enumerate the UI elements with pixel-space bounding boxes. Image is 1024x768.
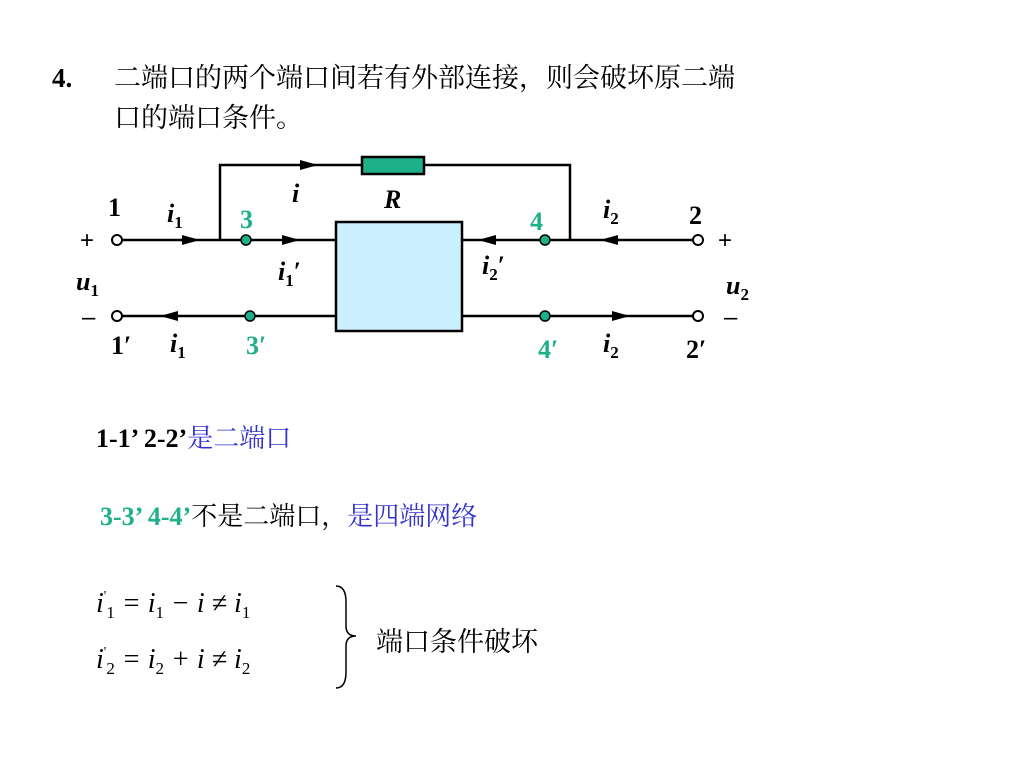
arrow-i1-bot <box>160 311 178 321</box>
statement-four-terminal <box>100 496 477 533</box>
terminal-2 <box>693 235 703 245</box>
label-minus-left: – <box>82 304 96 331</box>
label-port-1: 1 <box>108 193 121 222</box>
arrow-i2-top <box>600 235 618 245</box>
node-4 <box>540 235 550 245</box>
ports-1-2: 1-1’ 2-2’ <box>96 424 188 453</box>
four-terminal-text: 是四端网络 <box>347 502 478 532</box>
brace <box>330 582 360 692</box>
label-i-bridge: i <box>292 179 300 208</box>
heading-line2: 口的端口条件。 <box>114 103 303 134</box>
heading-line1: 二端口的两个端口间若有外部连接，则会破坏原二端 <box>114 63 735 94</box>
label-node-4: 4 <box>530 207 543 236</box>
label-i1-bot: $i_1$ <box>170 329 186 362</box>
not-two-port-text: 不是二端口， <box>191 502 348 532</box>
terminal-2p <box>693 311 703 321</box>
label-i2-prime: $i_2'$ <box>482 251 506 284</box>
label-i2-top: $i_2$ <box>603 195 619 228</box>
equation-2: $i'_2 = i_2 + i \ne i_2$ <box>96 644 251 678</box>
node-3p <box>245 311 255 321</box>
label-node-3: 3 <box>240 205 253 234</box>
equation-1: $i'_1 = i_1 - i \ne i_1$ <box>96 588 251 622</box>
label-node-4p: 4′ <box>538 335 559 364</box>
label-plus-left: + <box>80 227 95 254</box>
resistor-R <box>362 157 424 174</box>
arrow-i-bridge <box>300 160 318 170</box>
node-4p <box>540 311 550 321</box>
terminal-1p <box>112 311 122 321</box>
arrow-i1-top <box>182 235 200 245</box>
label-port-2: 2 <box>689 201 702 230</box>
label-i1-prime: $i_1'$ <box>278 257 302 290</box>
ports-3-4: 3-3’ 4-4’ <box>100 502 192 531</box>
statement-two-port <box>96 418 291 455</box>
arrow-i2-bot <box>612 311 630 321</box>
label-port-1p: 1′ <box>111 331 132 360</box>
is-two-port-text: 是二端口 <box>187 424 292 454</box>
two-port-box <box>336 222 462 331</box>
label-node-3p: 3′ <box>246 331 267 360</box>
arrow-i1p <box>282 235 300 245</box>
label-i1-top: $i_1$ <box>167 199 183 232</box>
label-u2: $u_2$ <box>726 271 749 304</box>
node-3 <box>241 235 251 245</box>
label-R: R <box>384 185 402 214</box>
terminal-1 <box>112 235 122 245</box>
label-i2-bot: $i_2$ <box>603 329 619 362</box>
arrow-i2p <box>478 235 496 245</box>
heading-number: 4. <box>52 63 73 93</box>
label-u1: $u_1$ <box>76 267 99 300</box>
conclusion: 端口条件破坏 <box>376 627 538 658</box>
label-port-2p: 2′ <box>686 335 707 364</box>
label-minus-right: – <box>724 304 738 331</box>
label-plus-right: + <box>718 227 733 254</box>
